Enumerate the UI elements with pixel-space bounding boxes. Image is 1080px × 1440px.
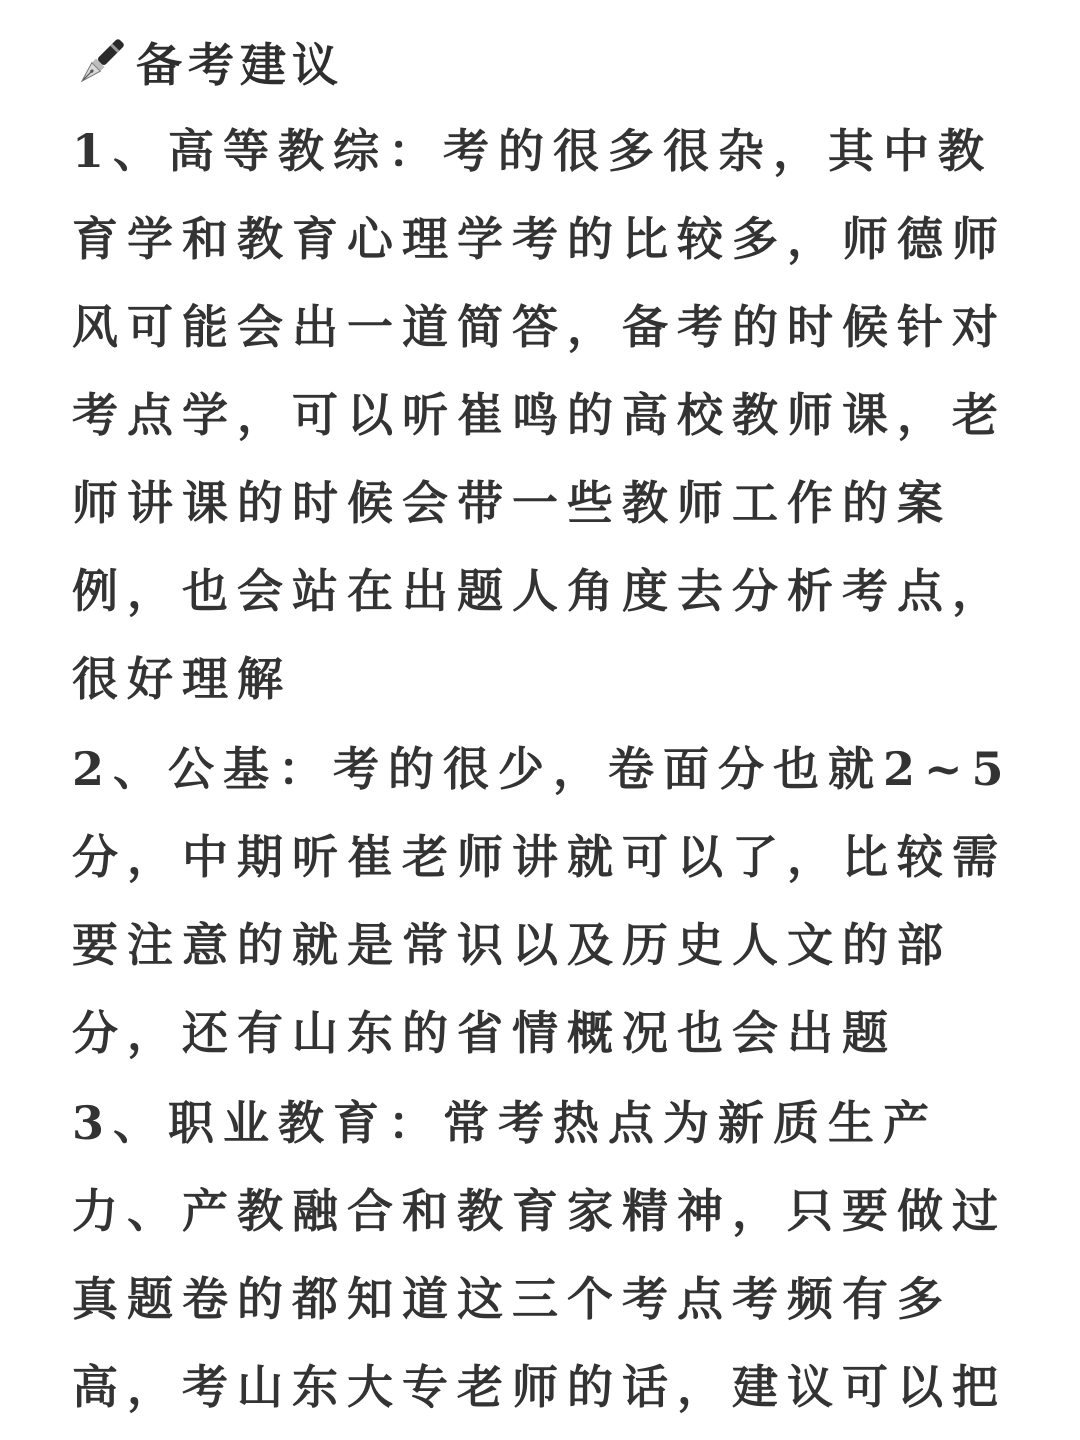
text-line-10: 要注意的就是常识以及历史人文的部 — [72, 918, 952, 972]
text-line-15: 高，考山东大专老师的话，建议可以把 — [72, 1360, 1007, 1414]
text-line-3: 风可能会出一道简答，备考的时候针对 — [72, 300, 1007, 354]
text-line-11: 分，还有山东的省情概况也会出题 — [72, 1006, 897, 1060]
text-line-5: 师讲课的时候会带一些教师工作的案 — [72, 476, 952, 530]
text-line-7: 很好理解 — [72, 652, 292, 706]
fountain-pen-icon — [70, 31, 132, 93]
text-line-12: 3、职业教育：常考热点为新质生产 — [72, 1096, 939, 1150]
text-line-6: 例，也会站在出题人角度去分析考点， — [72, 564, 1007, 618]
text-line-14: 真题卷的都知道这三个考点考频有多 — [72, 1272, 952, 1326]
text-line-2: 育学和教育心理学考的比较多，师德师 — [72, 212, 1007, 266]
text-line-8: 2、公基：考的很少，卷面分也就2~5 — [72, 742, 1013, 796]
page-title: 备考建议 — [136, 38, 344, 92]
title-row — [70, 30, 344, 94]
text-line-4: 考点学，可以听崔鸣的高校教师课，老 — [72, 388, 1007, 442]
text-line-1: 1、高等教综：考的很多很杂，其中教 — [72, 124, 994, 178]
text-line-9: 分，中期听崔老师讲就可以了，比较需 — [72, 830, 1007, 884]
text-line-13: 力、产教融合和教育家精神，只要做过 — [72, 1184, 1007, 1238]
